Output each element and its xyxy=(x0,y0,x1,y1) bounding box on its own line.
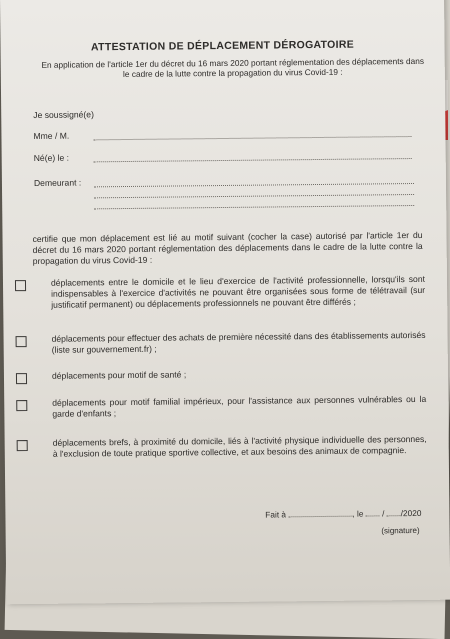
day-field[interactable] xyxy=(366,515,380,516)
signature-place-date xyxy=(265,508,421,520)
soussigne-label: Je soussigné(e) xyxy=(33,109,94,120)
document-title: ATTESTATION DE DÉPLACEMENT DÉROGATOIRE xyxy=(90,38,355,54)
option-health xyxy=(16,367,426,385)
checkbox-professional[interactable] xyxy=(15,280,26,291)
year-label: /2020 xyxy=(400,507,422,519)
checkbox-family[interactable] xyxy=(16,400,27,411)
option-health-text: déplacements pour motif de santé ; xyxy=(51,369,187,381)
signature-label: (signature) xyxy=(381,525,420,536)
option-family xyxy=(16,394,426,424)
checkbox-exercise[interactable] xyxy=(17,440,28,451)
address-field-line-2[interactable] xyxy=(94,194,414,198)
option-purchases-text: déplacements pour effectuer des achats de première nécessité dans des établissements autorisés (liste sur gouvernement.fr) ; xyxy=(51,329,426,355)
document-subtitle: En application de l'article 1er du décret du 16 mars 2020 portant réglementation des déplacements dans le cadre de la lutte contre la propagation du virus Covid-19 : xyxy=(41,55,425,80)
le-label: , le xyxy=(352,508,364,519)
birth-date-field[interactable] xyxy=(94,158,412,162)
option-exercise-text: déplacements brefs, à proximité du domicile, liés à l'activité physique individuelle des personnes, à l'exclusion de toute pratique sportive collective, et aux besoins des animaux de compagnie. xyxy=(52,433,427,459)
month-field[interactable] xyxy=(387,515,401,516)
option-family-text: déplacements pour motif familial impérieux, pour l'assistance aux personnes vulnérables ou la garde d'enfants ; xyxy=(52,393,427,419)
fait-label: Fait à xyxy=(265,509,287,520)
date-separator: / xyxy=(381,508,385,519)
option-professional xyxy=(15,274,425,326)
option-purchases xyxy=(16,330,426,360)
address-field-line-3[interactable] xyxy=(94,205,414,209)
name-field[interactable] xyxy=(93,136,411,140)
address-field-line-1[interactable] xyxy=(94,183,414,187)
option-professional-text: déplacements entre le domicile et le lieu d'exercice de l'activité professionnelle, lorsqu'ils sont indispensables à l'exercice d'activités ne pouvant être organisées sous forme de télétravail (sur justificatif permanent) ou déplacements professionnels ne pouvant être différés ; xyxy=(50,273,426,310)
option-exercise xyxy=(17,434,427,478)
name-label: Mme / M. xyxy=(33,130,70,141)
place-field[interactable] xyxy=(288,516,352,518)
checkbox-purchases[interactable] xyxy=(16,336,27,347)
birth-label: Né(e) le : xyxy=(33,152,70,163)
certify-statement: certifie que mon déplacement est lié au motif suivant (cocher la case) autorisé par l'article 1er du décret du 16 mars 2020 portant réglementation des déplacements dans le cadre de la lutte contre la propagation du virus Covid-19 : xyxy=(32,229,423,266)
checkbox-health[interactable] xyxy=(16,373,27,384)
address-label: Demeurant : xyxy=(33,177,82,188)
